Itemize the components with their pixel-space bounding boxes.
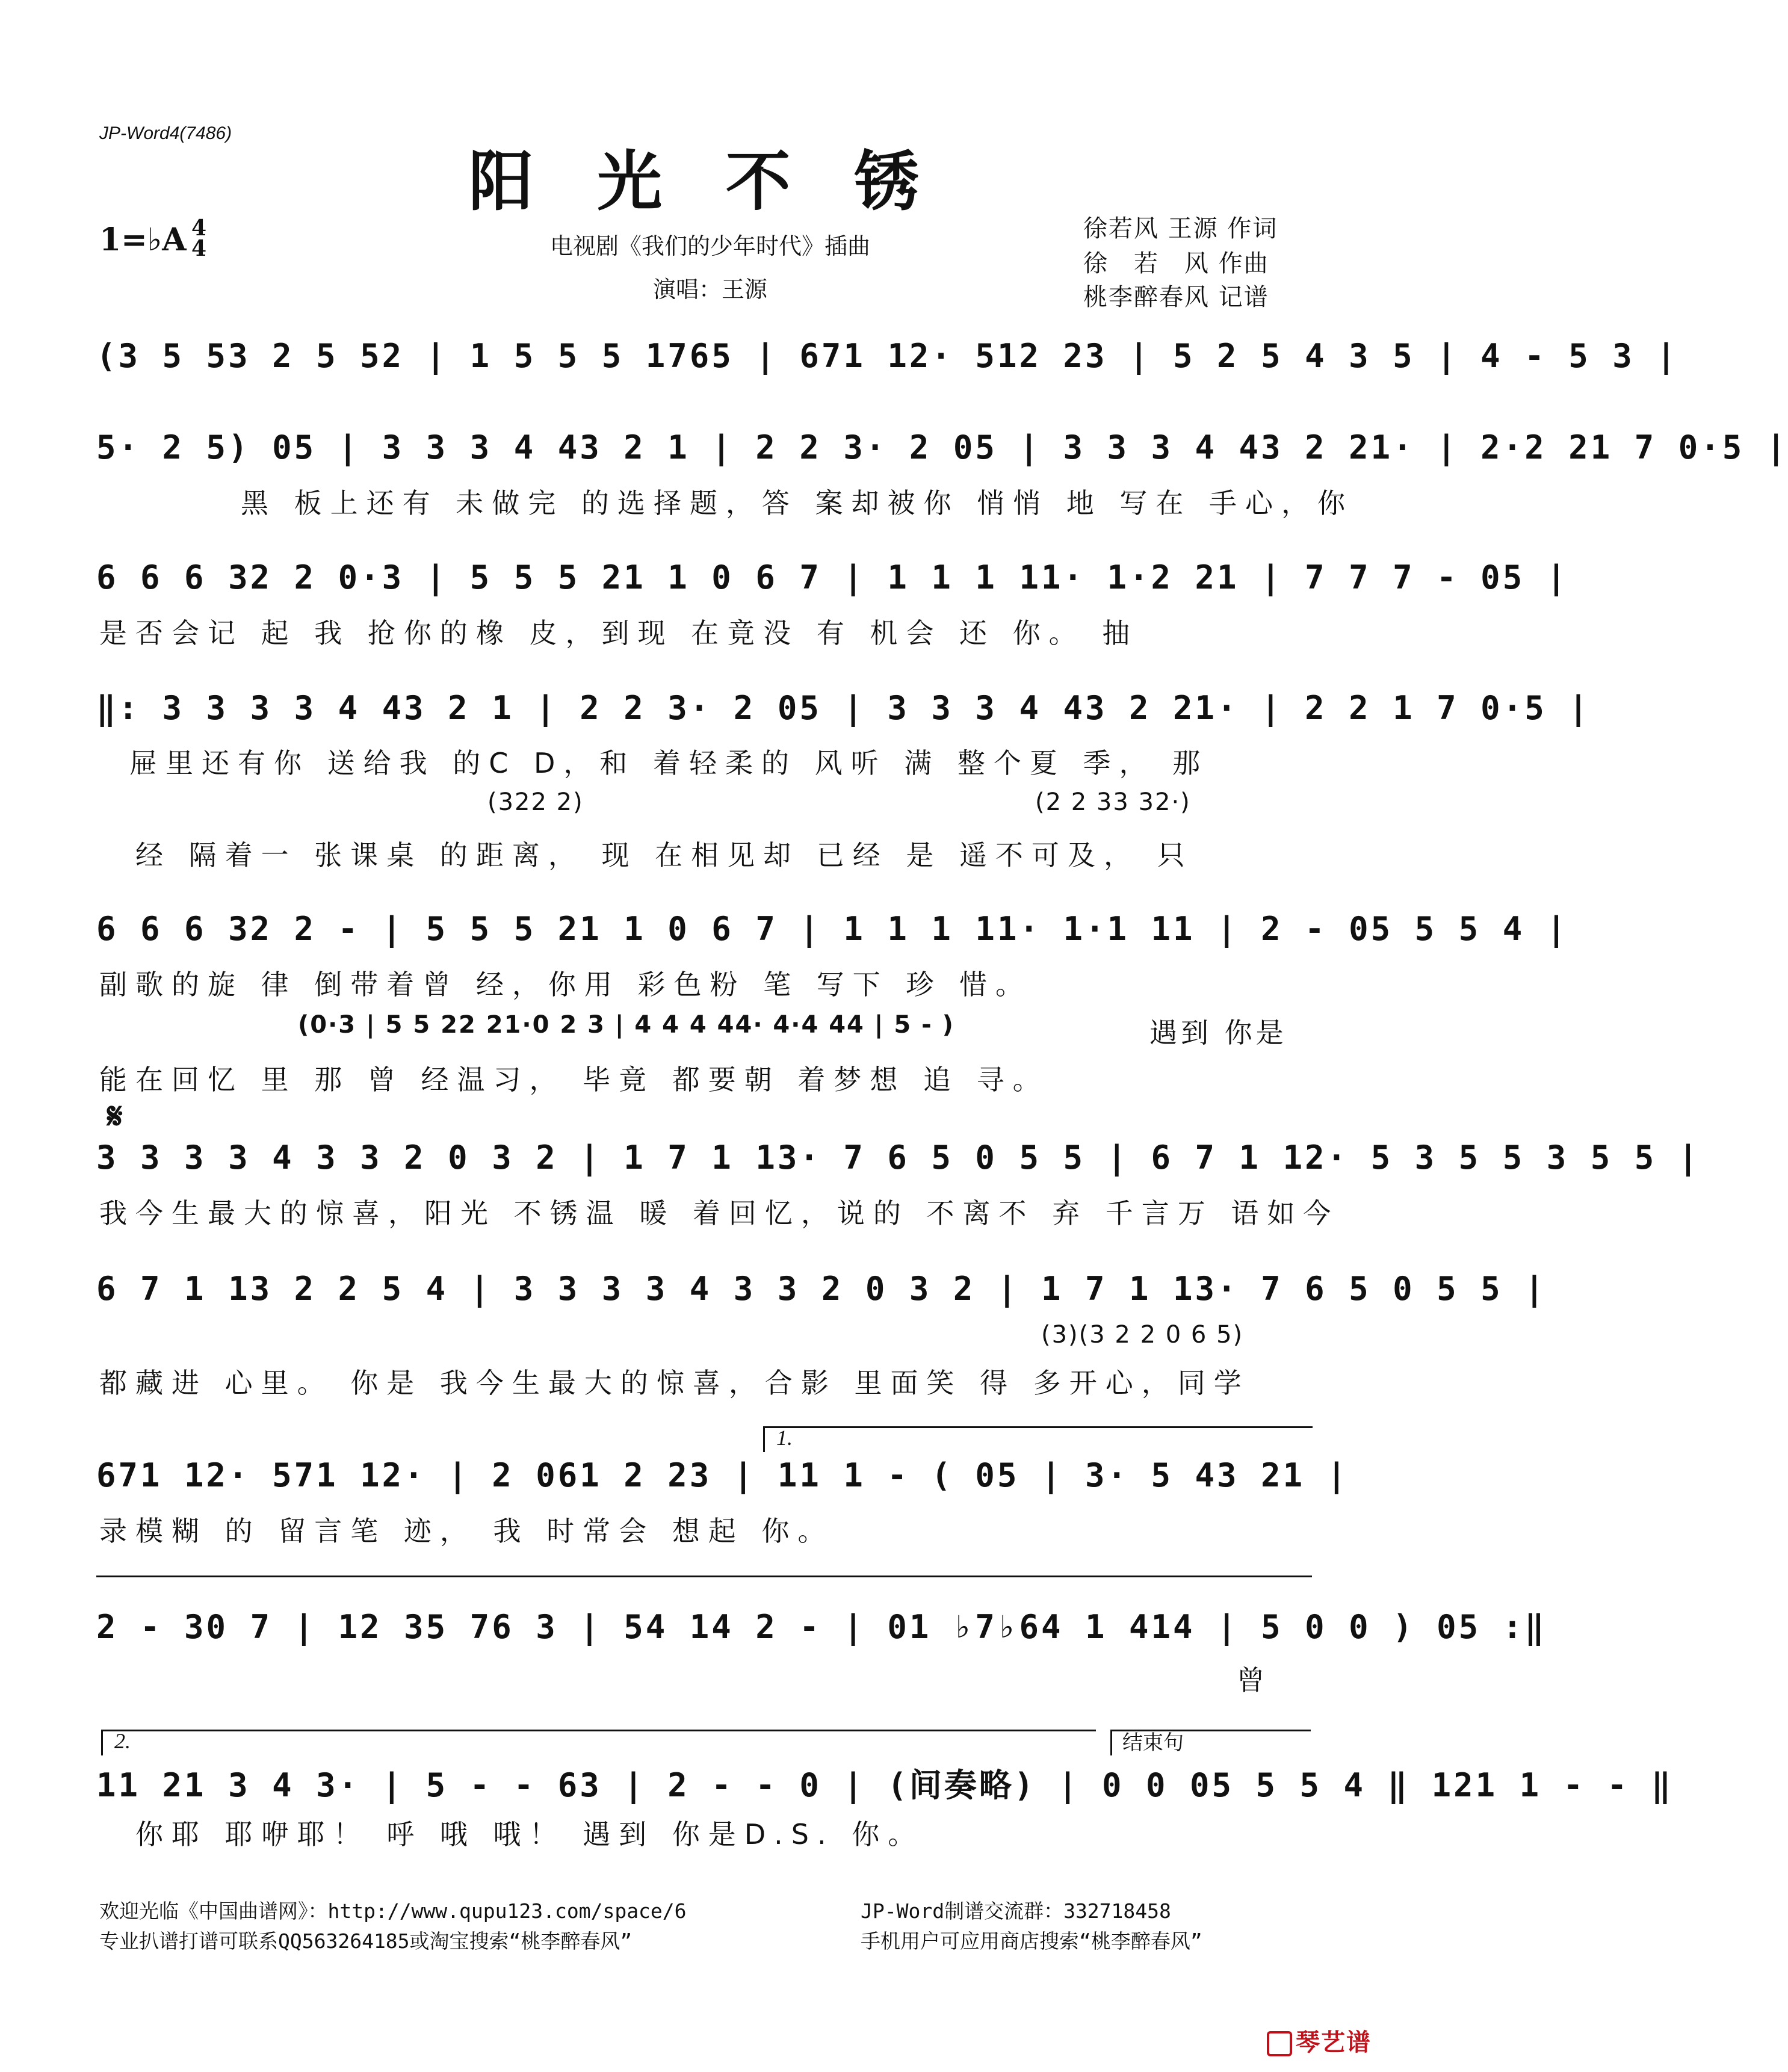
composer-credit: 徐 若 风 作曲	[1083, 250, 1269, 277]
lyrics-line-5: 副歌的旋 律 倒带着曾 经，你用 彩色粉 笔 写下 珍 惜。	[99, 968, 1032, 1001]
notation-line-6: 3 3 3 3 4 3 3 2 0 3 2 | 1 7 1 13· 7 6 5 0 5 5 | 6 7 1 12· 5 3 5 5 3 5 5 |	[96, 1139, 1701, 1177]
ending-label: 结束句	[1122, 1731, 1184, 1755]
lyrics-line-4: 经 隔着一 张课桌 的距离， 现 在相见却 已经 是 遥不可及， 只	[135, 839, 1193, 871]
volta-continuation-bracket	[96, 1576, 1312, 1601]
notation-line-7: 6 7 1 13 2 2 5 4 | 3 3 3 3 4 3 3 2 0 3 2 | 1 7 1 13· 7 6 5 0 5 5 |	[96, 1270, 1547, 1308]
notation-line-8: 671 12· 571 12· | 2 061 2 23 | 11 1 - ( 05 | 3· 5 43 21 |	[96, 1456, 1349, 1494]
song-title: 阳 光 不 锈	[468, 144, 940, 220]
volta-2-bracket	[101, 1730, 1096, 1755]
volta-2-label: 2.	[114, 1729, 131, 1753]
logo-text: 琴艺谱	[1296, 2029, 1372, 2056]
lyrics-line-8: 都藏进 心里。 你是 我今生最大的惊喜，合影 里面笑 得 多开心，同学	[99, 1367, 1250, 1399]
time-top: 4	[191, 215, 207, 241]
transcriber-credit: 桃李醉春风 记谱	[1083, 283, 1269, 311]
notation-line-2: 5· 2 5) 05 | 3 3 3 4 43 2 1 | 2 2 3· 2 05 | 3 3 3 4 43 2 21· | 2·2 21 7 0·5 |	[96, 428, 1788, 466]
volta-1-bracket	[763, 1426, 1313, 1452]
time-signature	[191, 215, 207, 261]
alt-notes-3: (0·3 | 5 5 22 21·0 2 3 | 4 4 4 44· 4·4 44 | 5 - )	[298, 1011, 954, 1039]
lyrics-line-3: 屉里还有你 送给我 的C D，和 着轻柔的 风听 满 整个夏 季， 那	[129, 747, 1209, 779]
source-tag: JP-Word4(7486)	[99, 123, 232, 143]
alt-lyric-branch: 遇到 你是	[1149, 1016, 1287, 1049]
lyrics-line-7: 我今生最大的惊喜，阳光 不锈温 暖 着回忆，说的 不离不 弃 千言万 语如今	[99, 1197, 1340, 1229]
notation-line-10: 11 21 3 4 3· | 5 - - 63 | 2 - - 0 | (间奏略) | 0 0 05 5 5 4 ‖ 121 1 - - ‖	[96, 1766, 1674, 1804]
subtitle: 电视剧《我们的少年时代》插曲	[549, 233, 870, 259]
logo-mark-icon	[1267, 2031, 1292, 2056]
notation-line-1: (3 5 53 2 5 52 | 1 5 5 5 1765 | 671 12· 512 23 | 5 2 5 4 3 5 | 4 - 5 3 |	[96, 337, 1678, 375]
singer: 演唱：王源	[652, 276, 767, 303]
time-bottom: 4	[191, 236, 207, 261]
notation-line-9: 2 - 30 7 | 12 35 76 3 | 54 14 2 - | 01 ♭7♭64 1 414 | 5 0 0 ) 05 :‖	[96, 1608, 1547, 1646]
lyrics-line-2: 是否会记 起 我 抢你的橡 皮，到现 在竟没 有 机会 还 你。 抽	[99, 617, 1139, 649]
footer-group: JP-Word制谱交流群：332718458	[861, 1899, 1171, 1923]
lyricist-credit: 徐若风 王源 作词	[1083, 215, 1278, 243]
footer-app: 手机用户可应用商店搜索“桃李醉春风”	[861, 1929, 1202, 1953]
alt-notes-1: (322 2)	[487, 788, 584, 816]
lyrics-line-9: 录模糊 的 留言笔 迹， 我 时常会 想起 你。	[99, 1515, 834, 1547]
footer-site: 欢迎光临《中国曲谱网》：http://www.qupu123.com/space/6	[99, 1899, 687, 1923]
lyrics-line-6: 能在回忆 里 那 曾 经温习， 毕竟 都要朝 着梦想 追 寻。	[99, 1063, 1049, 1096]
notation-line-5: 6 6 6 32 2 - | 5 5 5 21 1 0 6 7 | 1 1 1 11· 1·1 11 | 2 - 05 5 5 4 |	[96, 910, 1569, 948]
segno-sign: 𝄋	[107, 1095, 123, 1137]
lyrics-line-11: 你耶 耶咿耶！ 呼 哦 哦！ 遇到 你是D.S. 你。	[135, 1818, 924, 1851]
volta-1-label: 1.	[776, 1426, 793, 1450]
alt-notes-4: (3)(3 2 2 0 6 5)	[1041, 1321, 1244, 1349]
notation-line-4: ‖: 3 3 3 3 4 43 2 1 | 2 2 3· 2 05 | 3 3 3 4 43 2 21· | 2 2 1 7 0·5 |	[96, 689, 1591, 727]
key-signature: 1=♭A	[99, 221, 187, 258]
lyrics-line-1: 黑 板上还有 未做完 的选择题，答 案却被你 悄悄 地 写在 手心，你	[241, 487, 1353, 519]
lyrics-line-10: 曾	[1237, 1664, 1273, 1696]
site-logo	[1267, 2023, 1372, 2058]
alt-notes-2: (2 2 33 32·)	[1035, 788, 1191, 816]
notation-line-3: 6 6 6 32 2 0·3 | 5 5 5 21 1 0 6 7 | 1 1 1 11· 1·2 21 | 7 7 7 - 05 |	[96, 558, 1569, 596]
footer-contact: 专业扒谱打谱可联系QQ563264185或淘宝搜索“桃李醉春风”	[99, 1929, 633, 1953]
